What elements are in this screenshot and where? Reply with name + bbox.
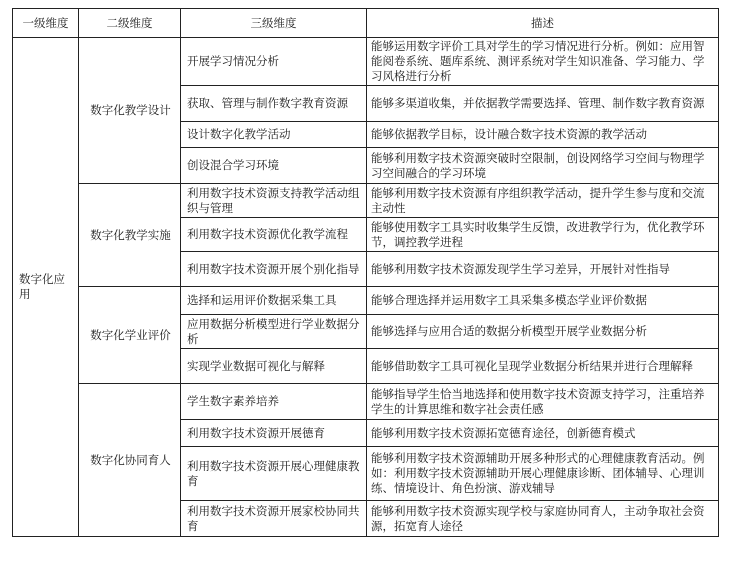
competency-table-container [12,8,719,537]
table-row [13,287,719,315]
description-cell: 能够利用数字技术资源辅助开展多种形式的心理健康教育活动。例如：利用数字技术资源辅助开展心理健康诊断、团体辅导、心理训练、情境设计、角色扮演、游戏辅导 [367,447,719,501]
level3-cell: 创设混合学习环境 [181,148,367,184]
level3-cell: 利用数字技术资源开展家校协同共育 [181,501,367,537]
description-cell: 能够指导学生恰当地选择和使用数字技术资源支持学习，注重培养学生的计算思维和数字社会责任感 [367,384,719,420]
table-row [13,38,719,86]
description-cell: 能够合理选择并运用数字工具采集多模态学业评价数据 [367,287,719,315]
description-cell: 能够运用数字评价工具对学生的学习情况进行分析。例如：应用智能阅卷系统、题库系统、测评系统对学生知识准备、学习能力、学习风格进行分析 [367,38,719,86]
level3-cell: 学生数字素养培养 [181,384,367,420]
description-cell: 能够使用数字工具实时收集学生反馈，改进教学行为，优化教学环节，调控教学进程 [367,218,719,252]
table-row [13,384,719,420]
description-cell: 能够借助数字工具可视化呈现学业数据分析结果并进行合理解释 [367,349,719,384]
description-cell: 能够利用数字技术资源突破时空限制，创设网络学习空间与物理学习空间融合的学习环境 [367,148,719,184]
level3-cell: 利用数字技术资源开展心理健康教育 [181,447,367,501]
level3-cell: 选择和运用评价数据采集工具 [181,287,367,315]
level3-cell: 应用数据分析模型进行学业数据分析 [181,315,367,349]
level2-cell: 数字化教学设计 [79,38,181,184]
level3-cell: 获取、管理与制作数字教育资源 [181,86,367,122]
table-row [13,184,719,218]
level2-cell: 数字化协同育人 [79,384,181,537]
level3-cell: 利用数字技术资源支持教学活动组织与管理 [181,184,367,218]
description-cell: 能够依据教学目标，设计融合数字技术资源的教学活动 [367,122,719,148]
level2-cell: 数字化教学实施 [79,184,181,287]
header-level1: 一级维度 [13,9,79,38]
header-level2: 二级维度 [79,9,181,38]
competency-table [12,8,719,537]
description-cell: 能够利用数字技术资源有序组织教学活动，提升学生参与度和交流主动性 [367,184,719,218]
level3-cell: 设计数字化教学活动 [181,122,367,148]
table-header-row [13,9,719,38]
level3-cell: 开展学习情况分析 [181,38,367,86]
description-cell: 能够利用数字技术资源发现学生学习差异，开展针对性指导 [367,252,719,287]
level2-cell: 数字化学业评价 [79,287,181,384]
level3-cell: 实现学业数据可视化与解释 [181,349,367,384]
description-cell: 能够利用数字技术资源实现学校与家庭协同育人，主动争取社会资源，拓宽育人途径 [367,501,719,537]
description-cell: 能够多渠道收集，并依据教学需要选择、管理、制作数字教育资源 [367,86,719,122]
level1-cell: 数字化应用 [13,38,79,537]
level3-cell: 利用数字技术资源开展个别化指导 [181,252,367,287]
level3-cell: 利用数字技术资源开展德育 [181,420,367,447]
header-level3: 三级维度 [181,9,367,38]
level3-cell: 利用数字技术资源优化教学流程 [181,218,367,252]
description-cell: 能够利用数字技术资源拓宽德育途径，创新德育模式 [367,420,719,447]
header-description: 描述 [367,9,719,38]
description-cell: 能够选择与应用合适的数据分析模型开展学业数据分析 [367,315,719,349]
